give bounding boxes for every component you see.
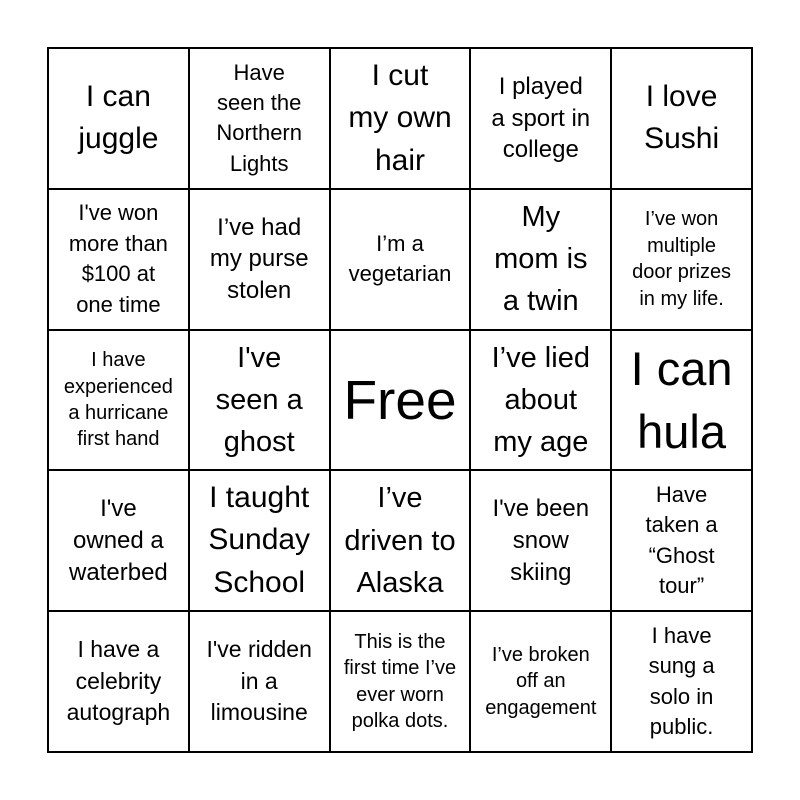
bingo-cell[interactable]: I cut my own hair [330,48,471,189]
bingo-cell[interactable]: I've won more than $100 at one time [48,189,189,330]
bingo-cell[interactable]: I have sung a solo in public. [611,611,752,752]
bingo-cell[interactable]: I taught Sunday School [189,470,330,611]
bingo-cell[interactable]: I’ve lied about my age [470,330,611,471]
bingo-cell[interactable]: My mom is a twin [470,189,611,330]
bingo-cell[interactable]: I’ve broken off an engagement [470,611,611,752]
bingo-cell[interactable]: I love Sushi [611,48,752,189]
bingo-cell[interactable]: I’ve driven to Alaska [330,470,471,611]
bingo-cell[interactable]: I’m a vegetarian [330,189,471,330]
bingo-cell[interactable]: I've seen a ghost [189,330,330,471]
bingo-cell[interactable]: Free [330,330,471,471]
bingo-cell[interactable]: I have experienced a hurricane first hand [48,330,189,471]
bingo-cell[interactable]: This is the first time I’ve ever worn polka dots. [330,611,471,752]
bingo-cell[interactable]: I've ridden in a limousine [189,611,330,752]
bingo-cell[interactable]: Have taken a “Ghost tour” [611,470,752,611]
bingo-cell[interactable]: I can juggle [48,48,189,189]
bingo-cell[interactable]: I can hula [611,330,752,471]
bingo-cell[interactable]: I have a celebrity autograph [48,611,189,752]
bingo-cell[interactable]: I played a sport in college [470,48,611,189]
bingo-cell[interactable]: I've owned a waterbed [48,470,189,611]
bingo-cell[interactable]: Have seen the Northern Lights [189,48,330,189]
bingo-cell[interactable]: I’ve had my purse stolen [189,189,330,330]
bingo-cell[interactable]: I’ve won multiple door prizes in my life. [611,189,752,330]
bingo-cell[interactable]: I've been snow skiing [470,470,611,611]
bingo-board [47,47,753,753]
